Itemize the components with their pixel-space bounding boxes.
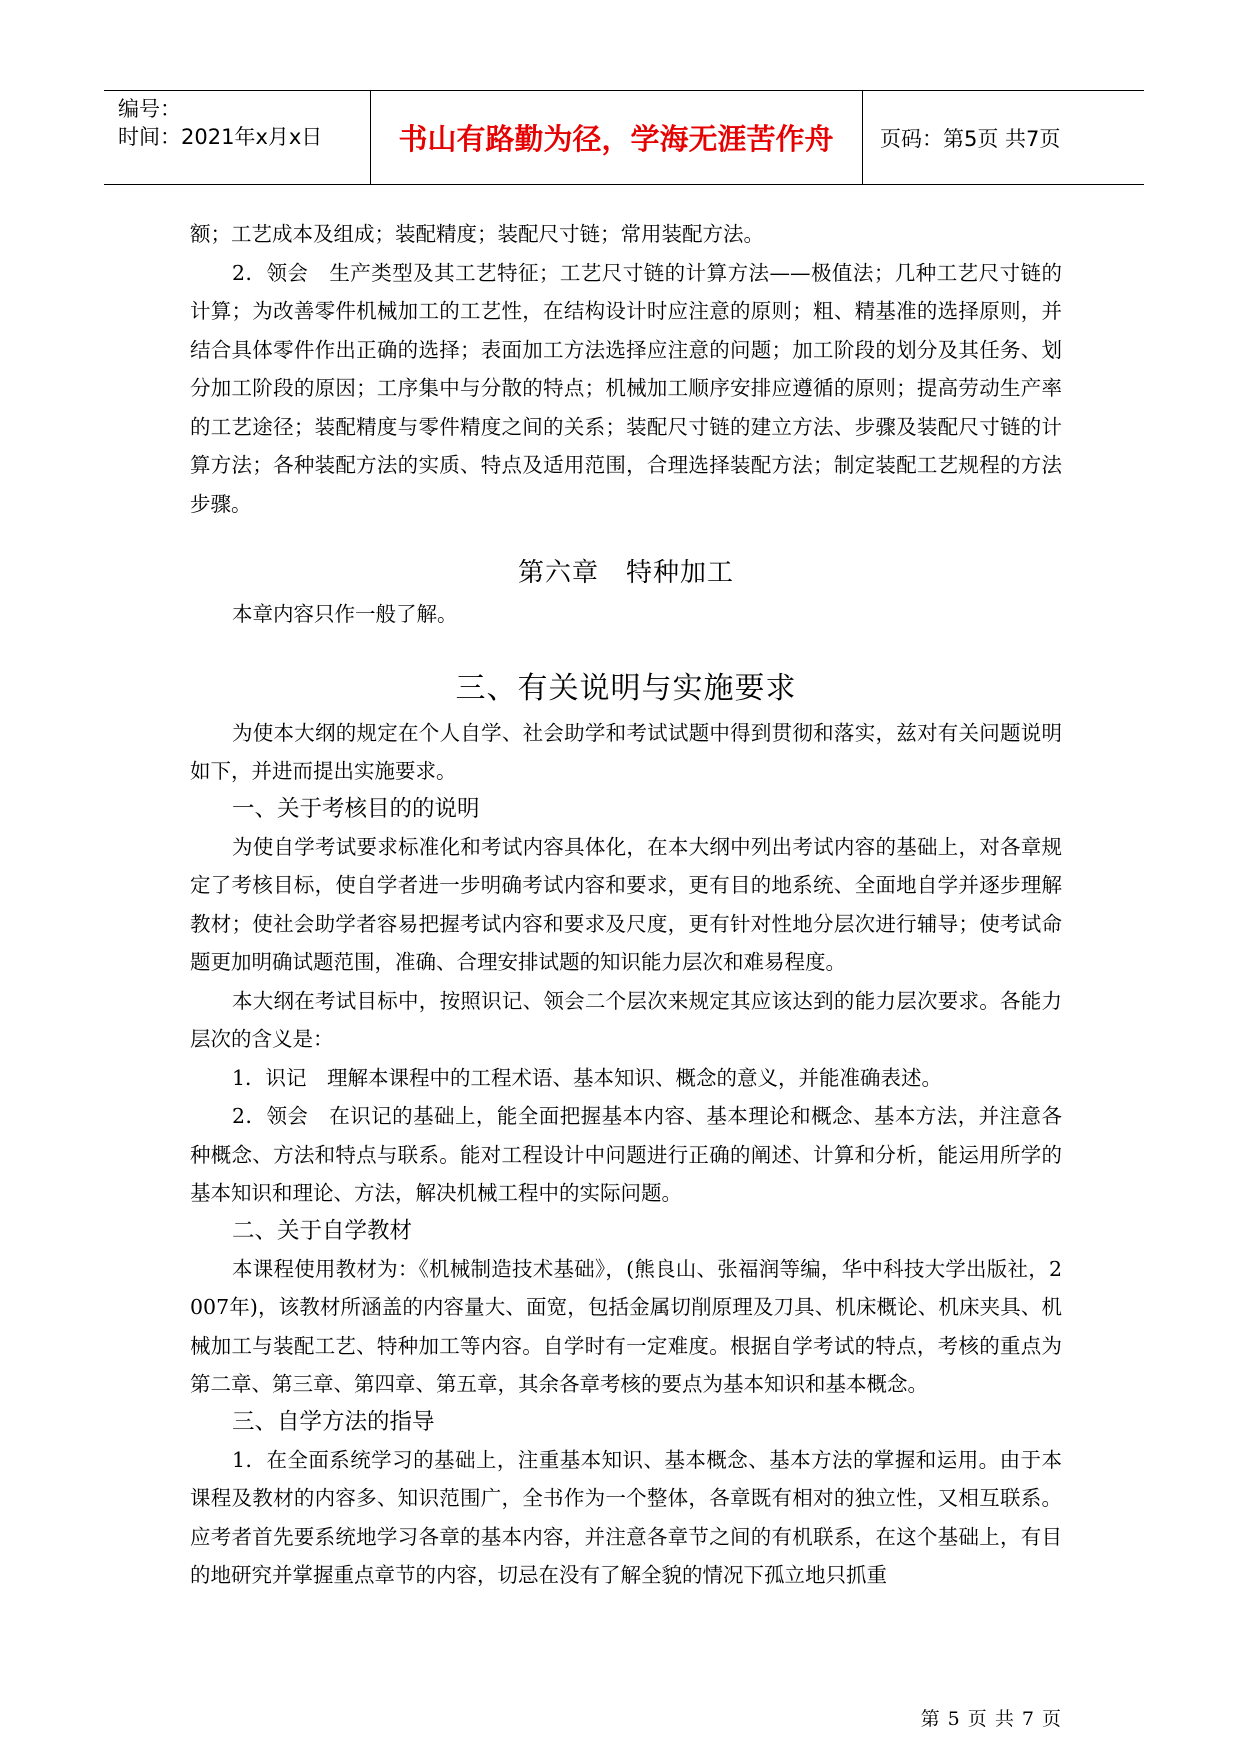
paragraph: 1．识记 理解本课程中的工程术语、基本知识、概念的意义，并能准确表述。 xyxy=(232,1065,943,1090)
header-left xyxy=(118,95,322,151)
time-label: 时间：2021年x月x日 xyxy=(118,125,323,149)
paragraph: 1．在全面系统学习的基础上，注重基本知识、基本概念、基本方法的掌握和运用。由于本课程及教材的内容多、知识范围广，全书作为一个整体，各章既有相对的独立性，又相互联系。应考者首先要系统地学习各章的基本内容，并注意各章节之间的有机联系，在这个基础上，有目的地研究并掌握重点章节的内容，切忌在没有了解全貌的情况下孤立地只抓重 xyxy=(190,1447,1062,1587)
subsection-title: 三、自学方法的指导 xyxy=(232,1408,435,1435)
paragraph: 额；工艺成本及组成；装配精度；装配尺寸链；常用装配方法。 xyxy=(190,222,764,246)
page-header xyxy=(104,90,1144,185)
paragraph: 本课程使用教材为：《机械制造技术基础》，(熊良山、张福润等编，华中科技大学出版社，2007年)，该教材所涵盖的内容量大、面宽，包括金属切削原理及刀具、机床概论、机床夹具、机械加工与装配工艺、特种加工等内容。自学时有一定难度。根据自学考试的特点，考核的重点为第二章、第三章、第四章、第五章，其余各章考核的要点为基本知识和基本概念。 xyxy=(190,1256,1062,1396)
subsection-title: 一、关于考核目的的说明 xyxy=(232,795,480,822)
paragraph: 2．领会 生产类型及其工艺特征；工艺尺寸链的计算方法——极值法；几种工艺尺寸链的计算；为改善零件机械加工的工艺性，在结构设计时应注意的原则；粗、精基准的选择原则，并结合具体零件作出正确的选择；表面加工方法选择应注意的问题；加工阶段的划分及其任务、划分加工阶段的原因；工序集中与分散的特点；机械加工顺序安排应遵循的原则；提高劳动生产率的工艺途径；装配精度与零件精度之间的关系；装配尺寸链的建立方法、步骤及装配尺寸链的计算方法；各种装配方法的实质、特点及适用范围，合理选择装配方法；制定装配工艺规程的方法步骤。 xyxy=(190,260,1062,516)
paragraph: 本章内容只作一般了解。 xyxy=(232,602,458,626)
paragraph: 2．领会 在识记的基础上，能全面把握基本内容、基本理论和概念、基本方法，并注意各种概念、方法和特点与联系。能对工程设计中问题进行正确的阐述、计算和分析，能运用所学的基本知识和理论、方法，解决机械工程中的实际问题。 xyxy=(190,1104,1062,1205)
section-title: 三、有关说明与实施要求 xyxy=(455,670,797,706)
paragraph: 为使本大纲的规定在个人自学、社会助学和考试试题中得到贯彻和落实，兹对有关问题说明如下，并进而提出实施要求。 xyxy=(190,720,1062,783)
code-label: 编号： xyxy=(118,97,181,121)
subsection-title: 二、关于自学教材 xyxy=(232,1217,413,1244)
header-page-info: 页码：第5页 共7页 xyxy=(880,126,1061,151)
header-divider xyxy=(862,91,863,184)
paragraph: 为使自学考试要求标准化和考试内容具体化，在本大纲中列出考试内容的基础上，对各章规定了考核目标，使自学者进一步明确考试内容和要求，更有目的地系统、全面地自学并逐步理解教材；使社会助学者容易把握考试内容和要求及尺度，更有针对性地分层次进行辅导；使考试命题更加明确试题范围，准确、合理安排试题的知识能力层次和难易程度。 xyxy=(190,834,1062,974)
chapter-title: 第六章 特种加工 xyxy=(517,558,734,588)
page-footer: 第 5 页 共 7 页 xyxy=(920,1708,1062,1730)
header-motto: 书山有路勤为径，学海无涯苦作舟 xyxy=(398,122,834,156)
paragraph: 本大纲在考试目标中，按照识记、领会二个层次来规定其应该达到的能力层次要求。各能力层次的含义是： xyxy=(190,988,1062,1051)
document-body xyxy=(190,215,1062,1595)
